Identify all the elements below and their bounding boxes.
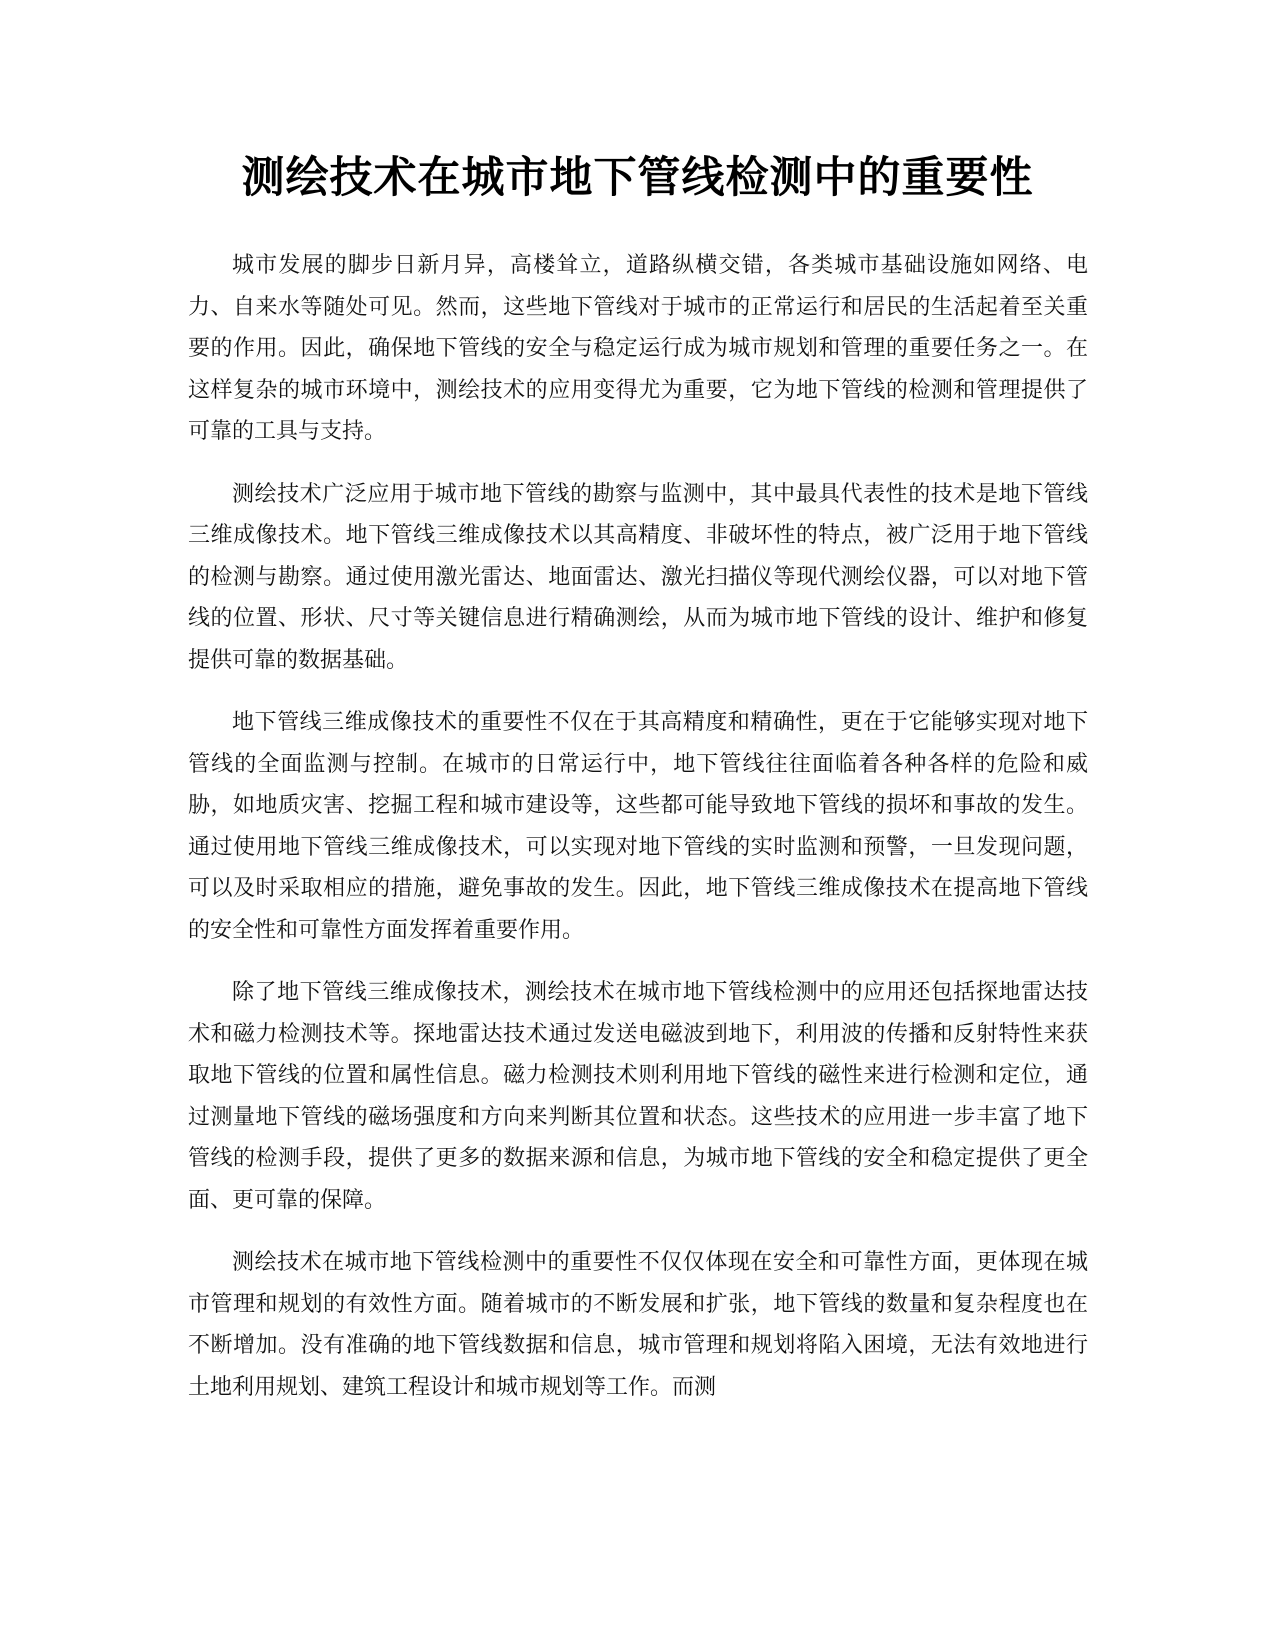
document-body [188,245,1088,1429]
paragraph-2: 测绘技术广泛应用于城市地下管线的勘察与监测中，其中最具代表性的技术是地下管线三维成像技术。地下管线三维成像技术以其高精度、非破坏性的特点，被广泛用于地下管线的检测与勘察。通过使用激光雷达、地面雷达、激光扫描仪等现代测绘仪器，可以对地下管线的位置、形状、尺寸等关键信息进行精确测绘，从而为城市地下管线的设计、维护和修复提供可靠的数据基础。 [188,481,1088,673]
paragraph-3: 地下管线三维成像技术的重要性不仅在于其高精度和精确性，更在于它能够实现对地下管线的全面监测与控制。在城市的日常运行中，地下管线往往面临着各种各样的危险和威胁，如地质灾害、挖掘工程和城市建设等，这些都可能导致地下管线的损坏和事故的发生。通过使用地下管线三维成像技术，可以实现对地下管线的实时监测和预警，一旦发现问题，可以及时采取相应的措施，避免事故的发生。因此，地下管线三维成像技术在提高地下管线的安全性和可靠性方面发挥着重要作用。 [188,710,1088,943]
paragraph-5: 测绘技术在城市地下管线检测中的重要性不仅仅体现在安全和可靠性方面，更体现在城市管理和规划的有效性方面。随着城市的不断发展和扩张，地下管线的数量和复杂程度也在不断增加。没有准确的地下管线数据和信息，城市管理和规划将陷入困境，无法有效地进行土地利用规划、建筑工程设计和城市规划等工作。而测 [188,1250,1088,1400]
document-title: 测绘技术在城市地下管线检测中的重要性 [241,153,1034,203]
paragraph-1: 城市发展的脚步日新月异，高楼耸立，道路纵横交错，各类城市基础设施如网络、电力、自来水等随处可见。然而，这些地下管线对于城市的正常运行和居民的生活起着至关重要的作用。因此，确保地下管线的安全与稳定运行成为城市规划和管理的重要任务之一。在这样复杂的城市环境中，测绘技术的应用变得尤为重要，它为地下管线的检测和管理提供了可靠的工具与支持。 [188,253,1088,444]
paragraph-4: 除了地下管线三维成像技术，测绘技术在城市地下管线检测中的应用还包括探地雷达技术和磁力检测技术等。探地雷达技术通过发送电磁波到地下，利用波的传播和反射特性来获取地下管线的位置和属性信息。磁力检测技术则利用地下管线的磁性来进行检测和定位，通过测量地下管线的磁场强度和方向来判断其位置和状态。这些技术的应用进一步丰富了地下管线的检测手段，提供了更多的数据来源和信息，为城市地下管线的安全和稳定提供了更全面、更可靠的保障。 [188,980,1088,1213]
